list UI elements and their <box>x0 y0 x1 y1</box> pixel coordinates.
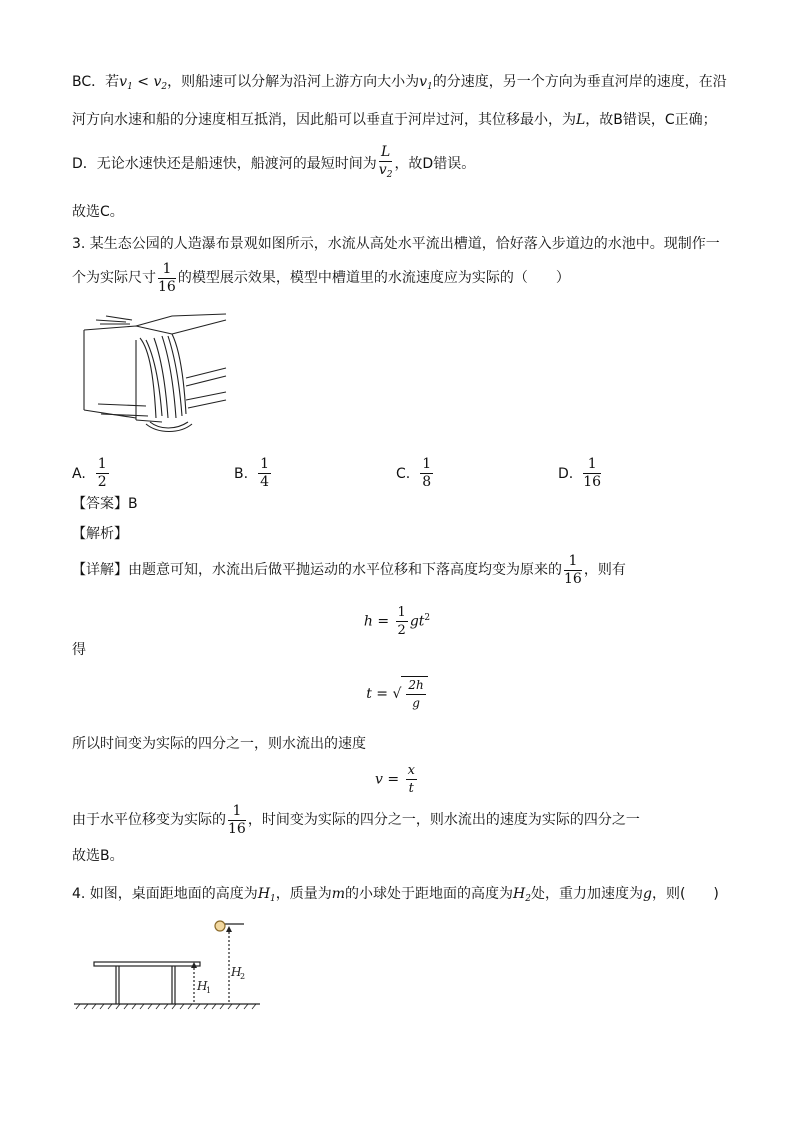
choice-fraction: $\frac{1}{16}$ <box>583 456 602 490</box>
text: ，则船速可以分解为沿河上游方向大小为 <box>167 74 420 90</box>
equation-v: v = $\frac{x}{t}$ <box>375 763 415 796</box>
equation-h: h = $\frac{1}{2}$ $gt^2$ <box>363 605 431 638</box>
text: ，故B错误，C正确； <box>585 112 717 128</box>
time-line: 所以时间变为实际的四分之一，则水流出的速度 <box>72 736 366 752</box>
text: ，故D错误。 <box>394 156 476 172</box>
choice-fraction: $\frac{1}{8}$ <box>422 456 432 490</box>
text: < <box>132 74 154 90</box>
fraction-1-16: $\frac{1}{16}$ <box>158 260 176 295</box>
text: 河方向水速和船的分速度相互抵消，因此船可以垂直于河岸过河，其位移最小，为 <box>72 112 576 128</box>
var-g: g <box>643 886 652 902</box>
var-v2: $v_2$ <box>153 74 168 92</box>
answer: 【答案】B <box>72 496 138 512</box>
fraction-1-16: $\frac{1}{16}$ <box>564 552 582 587</box>
table-ball-figure <box>72 912 272 1012</box>
choice-label: B. <box>234 465 249 482</box>
var-m: m <box>331 886 346 902</box>
var-H1: $H_1$ <box>257 886 276 904</box>
waterfall-figure <box>76 310 236 440</box>
para-bc <box>72 72 727 97</box>
choice-label: D. <box>558 465 574 482</box>
q3-line2 <box>72 258 570 298</box>
text: 个为实际尺寸 <box>72 270 156 286</box>
text: 由于水平位移变为实际的 <box>72 812 226 828</box>
detail-line <box>72 550 626 590</box>
svg-text:1: 1 <box>206 986 212 995</box>
para-bc-2 <box>72 110 717 130</box>
svg-text:H: H <box>231 965 242 979</box>
choice-a[interactable] <box>72 456 111 491</box>
svg-text:2: 2 <box>240 972 246 981</box>
analysis-heading: 【解析】 <box>72 526 128 542</box>
text: 的分速度，另一个方向为垂直河岸的速度，在沿 <box>432 74 727 90</box>
equation-t: t = √ $\frac{2h}{g}$ <box>0 676 794 712</box>
text: BC．若 <box>72 74 120 90</box>
para-d <box>72 144 475 184</box>
text: 的小球处于距地面的高度为 <box>345 886 514 902</box>
choice-label: C. <box>396 465 411 482</box>
fraction-1-16: $\frac{1}{16}$ <box>228 802 246 837</box>
text: ，则( ) <box>651 886 719 902</box>
var-H2: $H_2$ <box>513 886 531 904</box>
text: ，则有 <box>583 562 626 578</box>
text: 的模型展示效果，模型中槽道里的水流速度应为实际的（ ） <box>177 270 570 286</box>
choice-b[interactable] <box>234 456 273 491</box>
var-v1: $v_1$ <box>119 74 133 92</box>
text: D．无论水速快还是船速快，船渡河的最短时间为 <box>72 156 377 172</box>
choice-fraction: $\frac{1}{2}$ <box>97 456 107 490</box>
text: ，时间变为实际的四分之一，则水流出的速度为实际的四分之一 <box>247 812 640 828</box>
var-v1: $v_1$ <box>419 74 433 92</box>
q4-line <box>72 884 719 909</box>
last-line <box>72 800 640 840</box>
text: ，质量为 <box>275 886 332 902</box>
choice-c[interactable] <box>396 456 435 491</box>
fraction-L-v2: $\frac{L}{v_2}$ <box>378 144 393 180</box>
q3-line1: 3. 某生态公园的人造瀑布景观如图所示，水流从高处水平流出槽道，恰好落入步道边的水池中。现制作一 <box>72 236 720 252</box>
text: 4. 如图，桌面距地面的高度为 <box>72 886 258 902</box>
de-text: 得 <box>72 642 86 658</box>
select-c: 故选C。 <box>72 204 124 220</box>
var-L: L <box>576 112 586 128</box>
select-b: 故选B。 <box>72 848 124 864</box>
text: 处，重力加速度为 <box>531 886 643 902</box>
text: 【详解】由题意可知，水流出后做平抛运动的水平位移和下落高度均变为原来的 <box>72 562 562 578</box>
svg-text:H: H <box>197 979 208 993</box>
choice-d[interactable] <box>558 456 603 491</box>
choice-label: A. <box>72 465 86 482</box>
choice-fraction: $\frac{1}{4}$ <box>260 456 269 490</box>
